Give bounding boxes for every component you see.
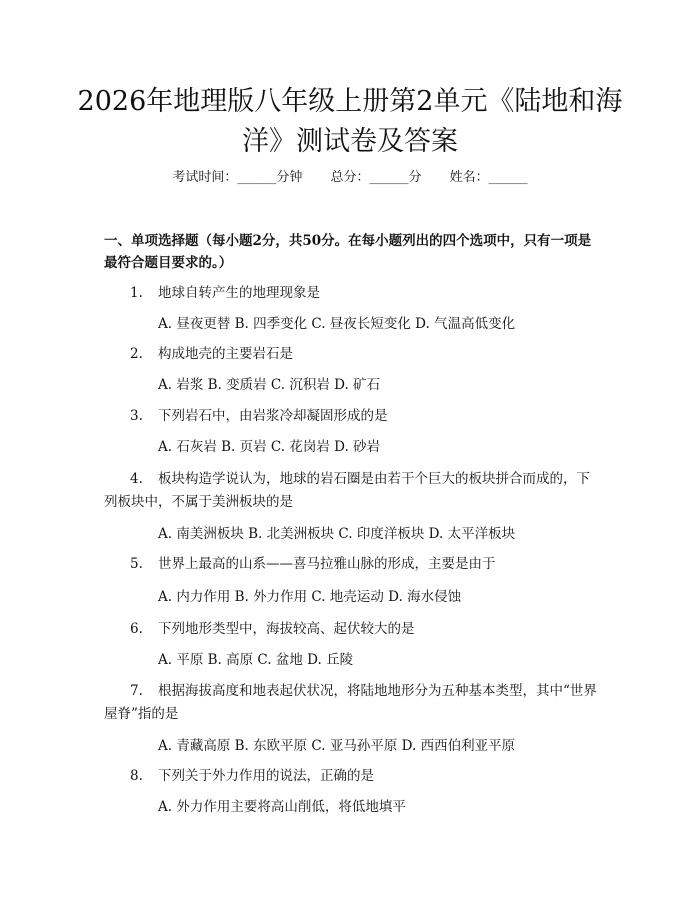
question-number: 8. [130,768,143,784]
question-4-options: A. 南美洲板块 B. 北美洲板块 C. 印度洋板块 D. 太平洋板块 [158,526,516,542]
question-8-options: A. 外力作用主要将高山削低，将低地填平 [158,799,406,815]
question-number: 4. [130,471,143,487]
question-4 [104,468,599,514]
question-6 [104,618,599,641]
exam-meta [0,169,700,187]
question-3 [104,405,599,428]
question-text: 下列地形类型中，海拔较高、起伏较大的是 [158,621,415,637]
question-2 [104,343,599,366]
question-7-options: A. 青藏高原 B. 东欧平原 C. 亚马孙平原 D. 西西伯利亚平原 [158,738,516,754]
section-heading: 一、单项选择题（每小题2分，共50分。在每小题列出的四个选项中，只有一项是最符合题目要求的。） [104,233,592,271]
total-score: 总分：______分 [330,170,422,185]
question-text: 根据海拔高度和地表起伏状况，将陆地地形分为五种基本类型，其中“世界屋脊”指的是 [104,683,597,722]
question-2-options: A. 岩浆 B. 变质岩 C. 沉积岩 D. 矿石 [158,377,381,393]
question-text: 下列岩石中，由岩浆冷却凝固形成的是 [158,408,388,424]
question-number: 1. [130,285,143,301]
question-text: 板块构造学说认为，地球的岩石圈是由若干个巨大的板块拼合而成的，下列板块中，不属于美洲板块的是 [104,471,590,510]
question-1-options: A. 昼夜更替 B. 四季变化 C. 昼夜长短变化 D. 气温高低变化 [158,316,516,332]
question-7 [104,680,599,726]
question-number: 7. [130,683,143,699]
question-text: 世界上最高的山系——喜马拉雅山脉的形成，主要是由于 [158,556,496,572]
question-1 [104,282,599,305]
question-number: 3. [130,408,143,424]
question-8 [104,765,599,788]
question-text: 构成地壳的主要岩石是 [158,346,293,362]
question-number: 2. [130,346,143,362]
question-6-options: A. 平原 B. 高原 C. 盆地 D. 丘陵 [158,652,354,668]
exam-time: 考试时间：______分钟 [172,170,303,185]
question-number: 6. [130,621,143,637]
question-text: 下列关于外力作用的说法，正确的是 [158,768,374,784]
document-title: 2026年地理版八年级上册第2单元《陆地和海洋》测试卷及答案 [77,86,623,157]
question-text: 地球自转产生的地理现象是 [158,285,320,301]
question-5 [104,553,599,576]
student-name: 姓名：______ [449,170,528,185]
question-5-options: A. 内力作用 B. 外力作用 C. 地壳运动 D. 海水侵蚀 [158,589,462,605]
question-number: 5. [130,556,143,572]
question-3-options: A. 石灰岩 B. 页岩 C. 花岗岩 D. 砂岩 [158,439,381,455]
